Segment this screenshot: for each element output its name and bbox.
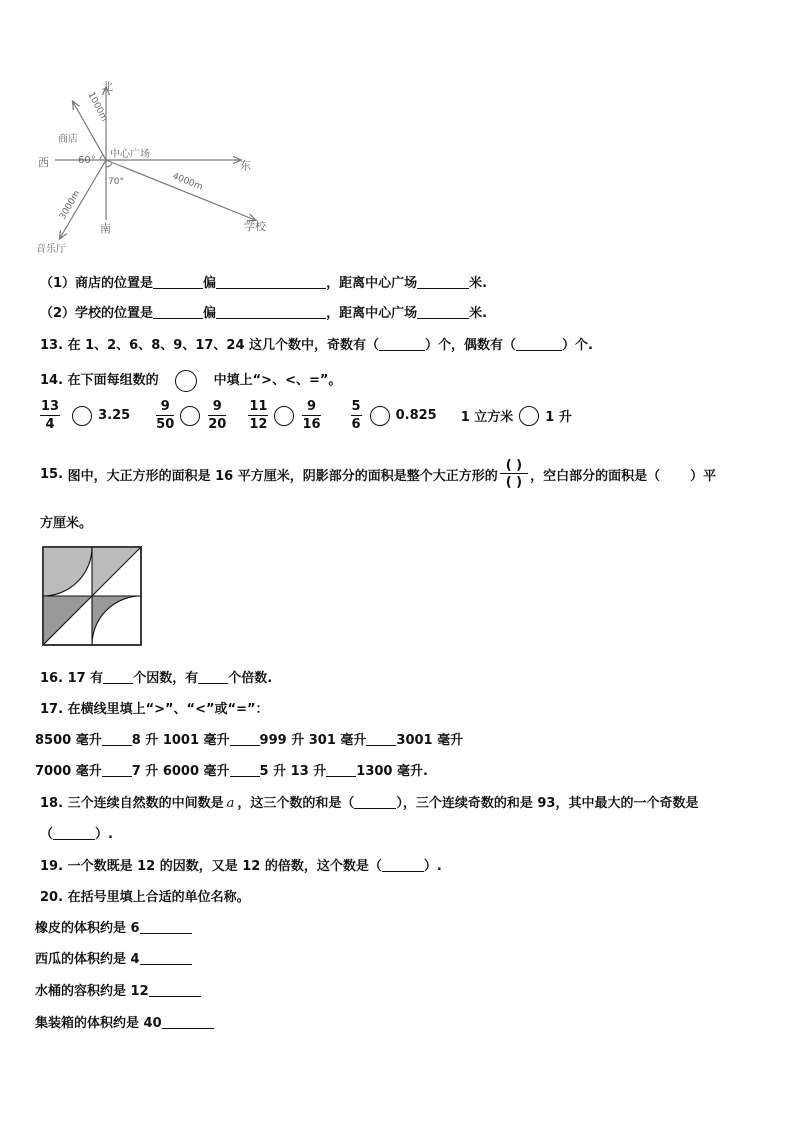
label-angle-shop: 60° <box>78 155 96 166</box>
fraction: $\frac{9}{50}$ <box>156 399 175 432</box>
fraction-blank: $\frac{( )}{( )}$ <box>500 458 528 490</box>
answer-circle[interactable] <box>72 406 92 426</box>
question-17: 17. 在横线里填上“>”、“<”或“=”： <box>40 702 269 717</box>
q12-part2: （2）学校的位置是 偏 ，距离中心广场 米. <box>40 306 488 321</box>
q20-item: 集装箱的体积约是 40 <box>35 1012 214 1031</box>
fraction: $\frac{13}{4}$ <box>41 399 60 432</box>
label-dist-music: 3000m <box>57 189 83 222</box>
q17-row1: 8500 毫升 8 升 1001 毫升 999 升 301 毫升 3001 毫升 <box>35 733 464 748</box>
fraction: $\frac{11}{12}$ <box>249 399 268 432</box>
fraction: $\frac{5}{6}$ <box>351 399 361 432</box>
q20-item: 水桶的容积约是 12 <box>35 980 201 999</box>
label-shop: 商店 <box>58 134 78 145</box>
answer-circle[interactable] <box>370 406 390 426</box>
question-16: 16. 17 有 个因数，有 个倍数. <box>40 671 273 686</box>
label-dist-school: 4000m <box>170 171 204 193</box>
label-west: 西 <box>38 156 49 169</box>
question-14: 14. 在下面每组数的 中填上“>、<、=”。 <box>40 369 341 392</box>
question-15: 15. 图中，大正方形的面积是 16 平方厘米，阴影部分的面积是整个大正方形的 $\frac{( )}{( )}$ ，空白部分的面积是（ ）平 <box>40 458 717 490</box>
compass-figure <box>30 80 280 260</box>
answer-circle[interactable] <box>180 406 200 426</box>
q20-item: 橡皮的体积约是 6 <box>35 917 192 936</box>
question-15-line2: 方厘米。 <box>40 516 93 531</box>
q20-item: 西瓜的体积约是 4 <box>35 948 192 967</box>
label-angle-school: 70° <box>108 177 124 187</box>
label-center: 中心广场 <box>110 149 150 160</box>
q12-part1: （1）商店的位置是 偏 ，距离中心广场 米. <box>40 276 488 291</box>
question-19: 19. 一个数既是 12 的因数，又是 12 的倍数，这个数是（ ）. <box>40 859 442 874</box>
q17-row2: 7000 毫升 7 升 6000 毫升 5 升 13 升 1300 毫升. <box>35 764 428 779</box>
label-south: 南 <box>100 222 111 235</box>
q14-items: $\frac{13}{4}$ 3.25 $\frac{9}{50}$ $\frac{9}{20}$ $\frac{11}{12}$ $\frac{9}{16}$ $\frac{5}{6}$ 0.825 1 立方米 1 升 <box>41 399 572 432</box>
school-ray <box>106 160 255 220</box>
answer-circle[interactable] <box>274 406 294 426</box>
question-20: 20. 在括号里填上合适的单位名称。 <box>40 890 250 905</box>
label-north: 北 <box>102 80 113 93</box>
answer-circle[interactable] <box>175 370 197 392</box>
question-18-line2: （ ）. <box>40 827 113 842</box>
square-figure <box>42 546 142 646</box>
question-13: 13. 在 1、2、6、8、9、17、24 这几个数中，奇数有（ ）个，偶数有（ ）个. <box>40 338 593 353</box>
label-dist-shop: 1000m <box>85 90 110 124</box>
fraction: $\frac{9}{16}$ <box>302 399 321 432</box>
label-east: 东 <box>240 159 251 172</box>
question-18: 18. 三个连续自然数的中间数是 a ，这三个数的和是（ ），三个连续奇数的和是 93，其中最大的一个奇数是 <box>40 796 699 811</box>
answer-circle[interactable] <box>519 406 539 426</box>
label-music-hall: 音乐厅 <box>36 244 66 255</box>
label-school: 学校 <box>244 220 266 233</box>
fraction: $\frac{9}{20}$ <box>208 399 227 432</box>
